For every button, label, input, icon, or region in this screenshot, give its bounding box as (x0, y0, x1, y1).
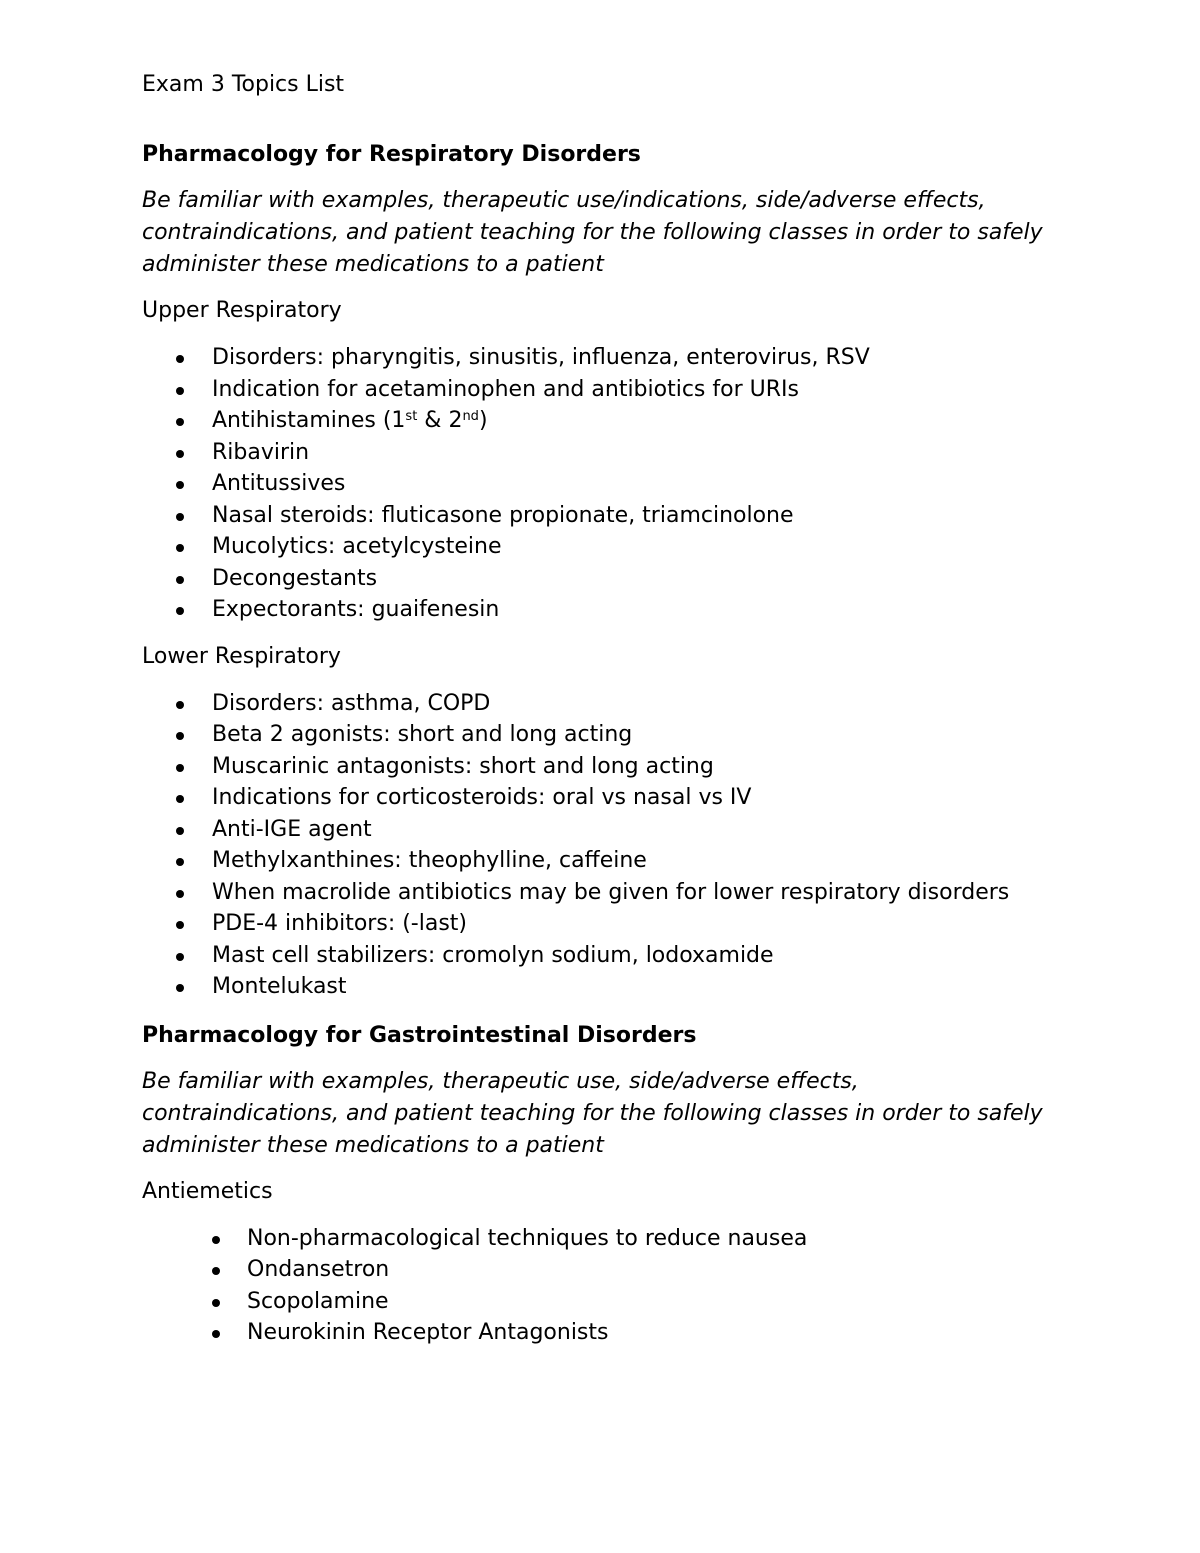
lower-respiratory-label: Lower Respiratory (142, 643, 341, 669)
bullet-icon (212, 1330, 220, 1338)
list-item: Neurokinin Receptor Antagonists (142, 1317, 1052, 1349)
bullet-icon (212, 1299, 220, 1307)
bullet-icon (176, 764, 184, 772)
list-item: Mucolytics: acetylcysteine (142, 531, 1052, 563)
bullet-icon (176, 795, 184, 803)
list-item: Non-pharmacological techniques to reduce nausea (142, 1223, 1052, 1255)
list-item: Disorders: pharyngitis, sinusitis, influenza, enterovirus, RSV (142, 342, 1052, 374)
bullet-icon (176, 921, 184, 929)
list-item: Anti-IGE agent (142, 814, 1052, 846)
bullet-icon (176, 387, 184, 395)
list-item: Nasal steroids: fluticasone propionate, triamcinolone (142, 500, 1052, 532)
list-item: Muscarinic antagonists: short and long acting (142, 751, 1052, 783)
bullet-icon (176, 607, 184, 615)
gastrointestinal-instructions: Be familiar with examples, therapeutic use, side/adverse effects, contraindications, and patient teaching for the following classes in order to safely administer these medications to a patient (142, 1068, 1043, 1158)
list-item: Antitussives (142, 468, 1052, 500)
upper-respiratory-list (142, 342, 1052, 626)
antiemetics-list (142, 1223, 1052, 1349)
upper-respiratory-label: Upper Respiratory (142, 298, 342, 323)
bullet-icon (176, 544, 184, 552)
bullet-icon (176, 418, 184, 426)
list-item: Expectorants: guaifenesin (142, 594, 1052, 626)
list-item: Decongestants (142, 563, 1052, 595)
bullet-icon (212, 1236, 220, 1244)
list-item: Indications for corticosteroids: oral vs nasal vs IV (142, 782, 1052, 814)
list-item: Mast cell stabilizers: cromolyn sodium, lodoxamide (142, 940, 1052, 972)
respiratory-instructions: Be familiar with examples, therapeutic use/indications, side/adverse effects, contraindications, and patient teaching for the following classes in order to safely administer these medications to a patient (142, 188, 1043, 277)
bullet-icon (176, 355, 184, 363)
document-title: Exam 3 Topics List (142, 72, 345, 97)
list-item: Disorders: asthma, COPD (142, 688, 1052, 720)
bullet-icon (176, 576, 184, 584)
bullet-icon (176, 858, 184, 866)
bullet-icon (176, 481, 184, 489)
bullet-icon (176, 953, 184, 961)
respiratory-section-heading: Pharmacology for Respiratory Disorders (142, 142, 641, 167)
list-item: PDE-4 inhibitors: (-last) (142, 908, 1052, 940)
bullet-icon (176, 732, 184, 740)
antiemetics-label: Antiemetics (142, 1178, 273, 1204)
bullet-icon (176, 827, 184, 835)
list-item: Ondansetron (142, 1254, 1052, 1286)
gastrointestinal-section-heading: Pharmacology for Gastrointestinal Disorders (142, 1022, 697, 1048)
list-item: Methylxanthines: theophylline, caffeine (142, 845, 1052, 877)
list-item: Montelukast (142, 971, 1052, 1003)
bullet-icon (212, 1267, 220, 1275)
bullet-icon (176, 450, 184, 458)
list-item: Antihistamines (1st & 2nd) (142, 405, 1052, 437)
bullet-icon (176, 701, 184, 709)
list-item: Ribavirin (142, 437, 1052, 469)
bullet-icon (176, 513, 184, 521)
list-item: Indication for acetaminophen and antibiotics for URIs (142, 374, 1052, 406)
list-item: Scopolamine (142, 1286, 1052, 1318)
bullet-icon (176, 984, 184, 992)
list-item: When macrolide antibiotics may be given for lower respiratory disorders (142, 877, 1012, 909)
bullet-icon (176, 890, 184, 898)
lower-respiratory-list (142, 688, 1052, 1003)
list-item: Beta 2 agonists: short and long acting (142, 719, 1052, 751)
document-page (142, 70, 1052, 1349)
